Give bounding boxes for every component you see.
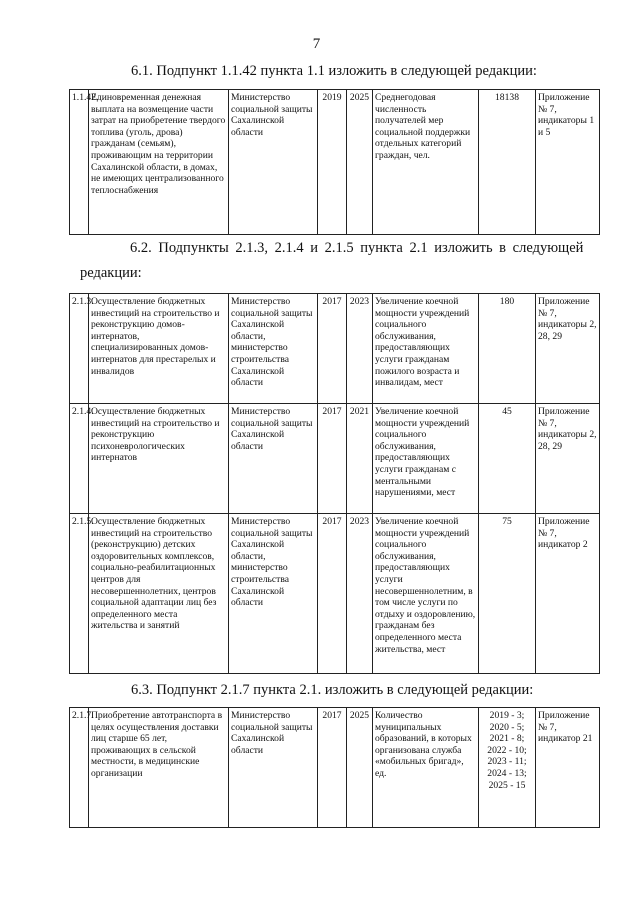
section-6-1-heading: 6.1. Подпункт 1.1.42 пункта 1.1 изложить в следующей редакции: — [131, 63, 537, 79]
indicator-value: 45 — [479, 404, 536, 514]
executor: Министерство социальной защиты Сахалинской области, министерство строительства Сахалинской области — [229, 514, 318, 674]
table-row — [70, 404, 600, 514]
section-6-2-heading: 6.2. Подпункты 2.1.3, 2.1.4 и 2.1.5 пункта 2.1 изложить в следующей — [130, 240, 584, 256]
value-line: 2022 - 10; — [487, 744, 527, 756]
table-6-2 — [69, 293, 600, 674]
row-number: 1.1.42. — [70, 90, 89, 235]
indicator-value: 180 — [479, 294, 536, 404]
measure-name: Единовременная денежная выплата на возмещение части затрат на приобретение твердого топлива (уголь, дрова) гражданам (семьям), проживающим на территории Сахалинской области, в домах, не имеющих централизованного теплоснабжения — [89, 90, 229, 235]
indicator: Среднегодовая численность получателей мер социальной поддержки отдельных категорий граждан, чел. — [373, 90, 479, 235]
appendix-ref: Приложение № 7, индикатор 2 — [536, 514, 600, 674]
measure-name: Осуществление бюджетных инвестиций на строительство (реконструкцию) детских оздоровительных комплексов, социально-реабилитационных центров для несовершеннолетних, центров социальной адаптации лиц без определенного места жительства и занятий — [89, 514, 229, 674]
end-year: 2023 — [347, 514, 373, 674]
indicator: Количество муниципальных образований, в которых организована служба «мобильных бригад», ед. — [373, 708, 479, 828]
start-year: 2019 — [318, 90, 347, 235]
table-row — [70, 294, 600, 404]
measure-name: Осуществление бюджетных инвестиций на строительство и реконструкцию домов-интернатов, специализированных домов-интернатов для престарелых и инвалидов — [89, 294, 229, 404]
start-year: 2017 — [318, 404, 347, 514]
measure-name: Приобретение автотранспорта в целях осуществления доставки лиц старше 65 лет, проживающих в сельской местности, в медицинские организации — [89, 708, 229, 828]
executor: Министерство социальной защиты Сахалинской области — [229, 708, 318, 828]
row-number: 2.1.4. — [70, 404, 89, 514]
table-6-1 — [69, 89, 600, 235]
end-year: 2025 — [347, 708, 373, 828]
indicator: Увеличение коечной мощности учреждений социального обслуживания, предоставляющих услуги гражданам пожилого возраста и инвалидам, мест — [373, 294, 479, 404]
start-year: 2017 — [318, 708, 347, 828]
indicator-value: 18138 — [479, 90, 536, 235]
table-row — [70, 514, 600, 674]
row-number: 2.1.3. — [70, 294, 89, 404]
appendix-ref: Приложение № 7, индикаторы 1 и 5 — [536, 90, 600, 235]
value-line: 2020 - 5; — [489, 721, 525, 733]
value-line: 2019 - 3; — [489, 710, 525, 721]
table-row — [70, 90, 600, 235]
end-year: 2025 — [347, 90, 373, 235]
executor: Министерство социальной защиты Сахалинской области, министерство строительства Сахалинской области — [229, 294, 318, 404]
appendix-ref: Приложение № 7, индикаторы 2, 28, 29 — [536, 404, 600, 514]
appendix-ref: Приложение № 7, индикаторы 2, 28, 29 — [536, 294, 600, 404]
table-6-3 — [69, 707, 600, 828]
executor: Министерство социальной защиты Сахалинской области — [229, 90, 318, 235]
appendix-ref: Приложение № 7, индикатор 21 — [536, 708, 600, 828]
executor: Министерство социальной защиты Сахалинской области — [229, 404, 318, 514]
indicator: Увеличение коечной мощности учреждений социального обслуживания, предоставляющих услуги несовершеннолетним, в том числе услуги по отдыху и оздоровлению, гражданам без определенного места жительства, мест — [373, 514, 479, 674]
section-6-2-heading-cont: редакции: — [80, 265, 142, 281]
indicator-value: 75 — [479, 514, 536, 674]
row-number: 2.1.7. — [70, 708, 89, 828]
indicator-values — [479, 708, 536, 828]
end-year: 2023 — [347, 294, 373, 404]
indicator: Увеличение коечной мощности учреждений социального обслуживания, предоставляющих услуги гражданам с ментальными нарушениями, мест — [373, 404, 479, 514]
value-line: 2024 - 13; — [487, 767, 527, 779]
value-line: 2023 - 11; — [487, 756, 527, 768]
section-6-3-heading: 6.3. Подпункт 2.1.7 пункта 2.1. изложить в следующей редакции: — [131, 682, 534, 698]
row-number: 2.1.5. — [70, 514, 89, 674]
page-number: 7 — [312, 36, 321, 52]
start-year: 2017 — [318, 294, 347, 404]
table-row — [70, 708, 600, 828]
end-year: 2021 — [347, 404, 373, 514]
value-line: 2021 - 8; — [489, 733, 525, 745]
measure-name: Осуществление бюджетных инвестиций на строительство и реконструкцию психоневрологических интернатов — [89, 404, 229, 514]
start-year: 2017 — [318, 514, 347, 674]
value-line: 2025 - 15 — [488, 779, 526, 791]
